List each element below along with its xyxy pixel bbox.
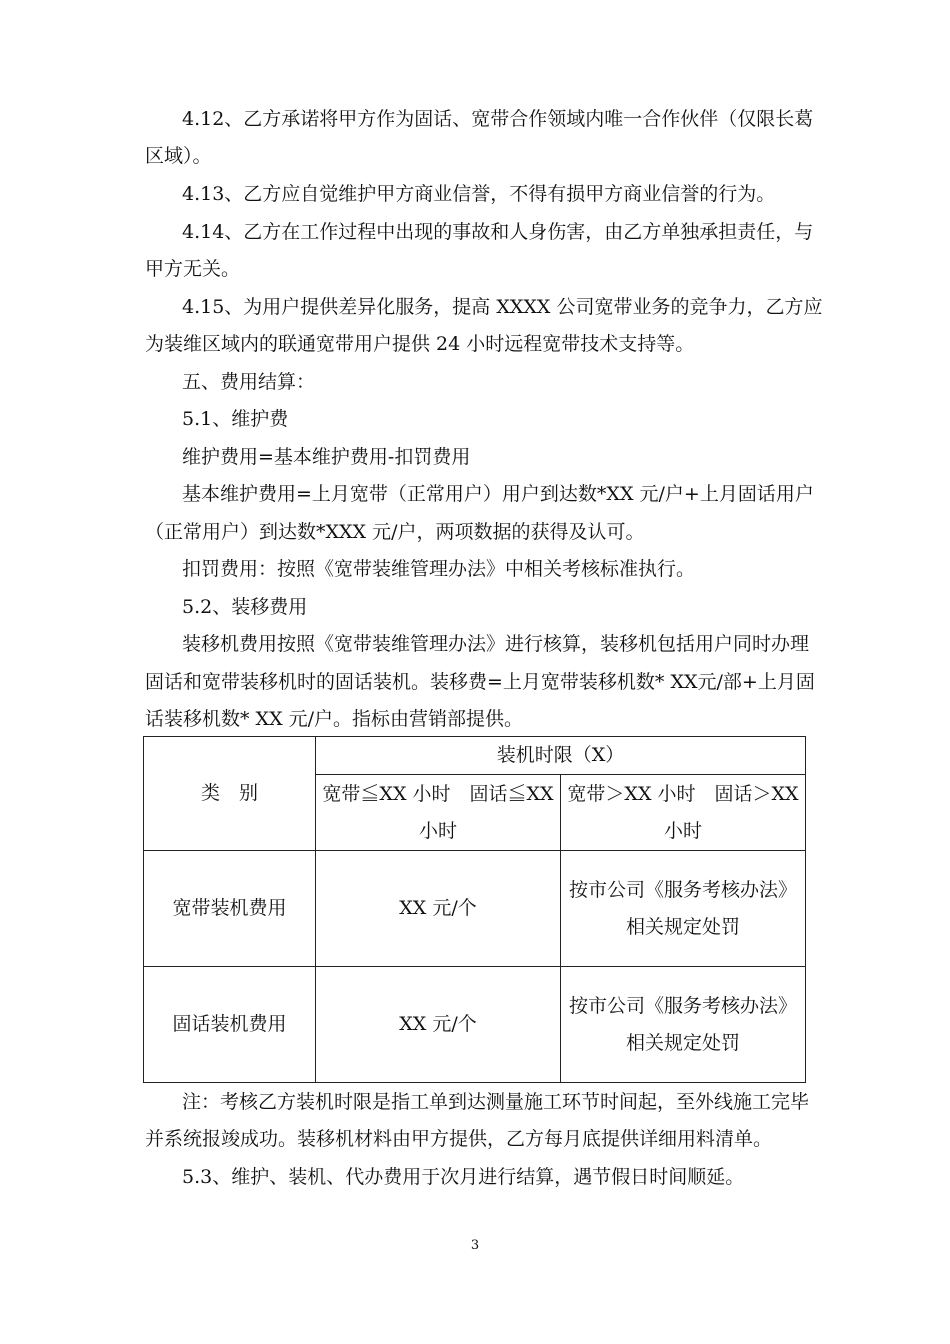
basic-fee-line2: （正常用户）到达数*XXX 元/户，两项数据的获得及认可。 <box>145 521 645 543</box>
clause-4-12-line1: 4.12、乙方承诺将甲方作为固话、宽带合作领域内唯一合作伙伴（仅限长葛 <box>182 108 814 130</box>
section-5-heading: 五、费用结算： <box>182 371 316 393</box>
clause-4-12-line2: 区域）。 <box>145 145 212 167</box>
row-penalty-line1: 按市公司《服务考核办法》 <box>568 994 797 1017</box>
row-penalty-line2: 相关规定处罚 <box>625 915 740 938</box>
within-limit-header-line1: 宽带≦XX 小时 固话≦XX <box>322 782 554 805</box>
note-line2: 并系统报竣成功。装移机材料由甲方提供，乙方每月底提供详细用料清单。 <box>145 1128 773 1150</box>
clause-5-3: 5.3、维护、装机、代办费用于次月进行结算，遇节假日时间顺延。 <box>182 1166 745 1188</box>
clause-4-15-line2: 为装维区域内的联通宽带用户提供 24 小时远程宽带技术支持等。 <box>145 333 695 355</box>
row-fee: XX 元/个 <box>316 851 561 967</box>
row-category: 固话装机费用 <box>144 967 316 1083</box>
clause-5-2-heading: 5.2、装移费用 <box>182 596 308 618</box>
category-header-cell <box>144 737 316 851</box>
installation-fee-table <box>143 736 806 1083</box>
maintenance-formula: 维护费用=基本维护费用-扣罚费用 <box>182 446 471 468</box>
over-limit-header-cell <box>561 775 806 851</box>
page-number: 3 <box>470 1238 480 1253</box>
penalty-fee: 扣罚费用：按照《宽带装维管理办法》中相关考核标准执行。 <box>182 558 696 580</box>
clause-4-15-line1: 4.15、为用户提供差异化服务，提高 XXXX 公司宽带业务的竞争力，乙方应 <box>182 296 823 318</box>
time-limit-header: 装机时限（X） <box>496 744 625 766</box>
table-header-row <box>144 737 806 775</box>
clause-4-14-line2: 甲方无关。 <box>145 258 241 280</box>
move-fee-line2: 固话和宽带装移机时的固话装机。装移费=上月宽带装移机数* XX元/部+上月固 <box>145 671 815 693</box>
move-fee-line1: 装移机费用按照《宽带装维管理办法》进行核算，装移机包括用户同时办理 <box>182 633 810 655</box>
time-limit-header-cell <box>316 737 806 775</box>
within-limit-header-line2: 小时 <box>418 819 457 842</box>
over-limit-header-line2: 小时 <box>663 819 702 842</box>
within-limit-header-cell <box>316 775 561 851</box>
row-penalty-line1: 按市公司《服务考核办法》 <box>568 878 797 901</box>
row-penalty-cell <box>561 851 806 967</box>
move-fee-line3: 话装移机数* XX 元/户。指标由营销部提供。 <box>145 708 524 730</box>
row-penalty-line2: 相关规定处罚 <box>625 1031 740 1054</box>
table-row <box>144 851 806 967</box>
category-header: 类 别 <box>200 782 258 804</box>
row-fee: XX 元/个 <box>316 967 561 1083</box>
clause-4-13: 4.13、乙方应自觉维护甲方商业信誉，不得有损甲方商业信誉的行为。 <box>182 183 776 205</box>
clause-5-1-heading: 5.1、维护费 <box>182 408 289 430</box>
over-limit-header-line1: 宽带＞XX 小时 固话＞XX <box>567 782 799 805</box>
row-penalty-cell <box>561 967 806 1083</box>
clause-4-14-line1: 4.14、乙方在工作过程中出现的事故和人身伤害，由乙方单独承担责任，与 <box>182 221 814 243</box>
row-category: 宽带装机费用 <box>144 851 316 967</box>
table-row <box>144 967 806 1083</box>
basic-fee-line1: 基本维护费用=上月宽带（正常用户）用户到达数*XX 元/户+上月固话用户 <box>182 483 814 505</box>
note-line1: 注：考核乙方装机时限是指工单到达测量施工环节时间起，至外线施工完毕 <box>182 1091 810 1113</box>
